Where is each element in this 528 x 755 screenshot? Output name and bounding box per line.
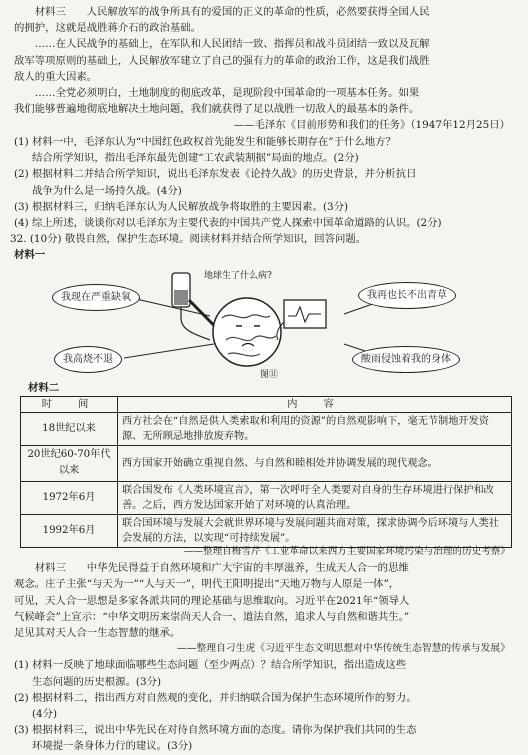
row-content: 西方国家开始确立重视自然、与自然和睦相处并协调发展的现代观念。 <box>118 446 512 481</box>
question-item: (3) 根据材料三，说出中华先民在对待自然环境方面的态度。请你为保护我们共同的生态 <box>14 724 417 737</box>
source-citation: ——整理自梅雪芹《工业革命以来西方主要国家环境污染与治理的历史考察》 <box>183 546 510 557</box>
text-line: 材料三 中华先民得益于自然环境和广大宇宙的丰厚滋养，生成天人合一的思维 <box>34 562 409 575</box>
speech-bubble-fever: 我高烧不退 <box>54 346 122 373</box>
row-time: 18世纪以来 <box>21 413 118 446</box>
row-time: 1972年6月 <box>21 481 118 514</box>
sick-earth-figure <box>14 270 516 382</box>
table-row <box>21 481 512 514</box>
material-1-label: 材料一 <box>14 249 46 262</box>
question-item-cont: 战争为什么是一场持久战。(4分) <box>32 184 182 197</box>
question-item: (3) 根据材料三，归纳毛泽东认为人民解放战争将取胜的主要因素。(3分) <box>14 200 349 213</box>
question-item-cont: (4分) <box>32 708 58 721</box>
header-time: 时 间 <box>21 397 118 413</box>
question-item-cont: 环境提一条身体力行的建议。(3分) <box>32 740 193 753</box>
text-line: ……在人民战争的基础上，在军队和人民团结一致、指挥员和战斗员团结一致以及瓦解 <box>34 38 430 51</box>
text-line: 材料三 人民解放军的战争所具有的爱国的正义的革命的性质，必然要获得全国人民 <box>34 6 430 18</box>
text-line: 足见其对天人合一生态智慧的继承。 <box>14 627 181 640</box>
question-item: (4) 综上所述，谈谈你对以毛泽东为主要代表的中国共产党人探索中国革命道路的认识。(2分) <box>14 217 442 230</box>
text-line: 可见，天人合一思想是多家各派共同的理论基础与思维取向。习近平在2021年“领导人 <box>14 594 410 607</box>
material-2-label: 材料二 <box>28 382 60 394</box>
material-3-harmony <box>14 544 516 755</box>
row-content: 联合国发布《人类环境宣言》，第一次呼吁全人类要对自身的生存环境进行保护和改善。之后，西方发达国家开始了对环境的认真治理。 <box>118 481 512 514</box>
table-header-row <box>21 397 512 413</box>
speech-bubble-oxygen: 我现在严重缺氧 <box>52 284 140 311</box>
material-3-mao <box>14 4 516 134</box>
text-line: ……全党必须明白，土地制度的彻底改革，是现阶段中国革命的一项基本任务。如果 <box>34 87 420 100</box>
text-line: 我们能够普遍地彻底地解决土地问题，我们就获得了足以战胜一切敌人的最基本的条件。 <box>14 103 420 116</box>
text-line: 的拥护，这就是战胜蒋介石的政治基础。 <box>14 22 202 35</box>
question-item: (2) 根据材料二并结合所学知识，说出毛泽东发表《论持久战》的历史背景，并分析抗日 <box>14 168 417 181</box>
table-row <box>21 413 512 446</box>
question-item: (2) 根据材料二，指出西方对自然观的变化，并归纳联合国为保护生态环境所作的努力。 <box>14 691 417 704</box>
iv-tube <box>181 307 210 340</box>
question-item: (1) 材料一反映了地球面临哪些生态问题（至少两点）？结合所学知识，指出造成这些 <box>14 659 407 672</box>
table-row <box>21 446 512 481</box>
table-row <box>21 514 512 547</box>
figure-title: 地球生了什么病? <box>204 271 272 281</box>
speech-bubble-grass: 我再也长不出青草 <box>358 282 456 309</box>
row-time: 20世纪60-70年代以来 <box>21 446 118 481</box>
row-content: 联合国环境与发展大会就世界环境与发展问题共商对策，探求协调今后环境与人类社会发展的方法，以实现“可持续发展”。 <box>118 514 512 547</box>
text-line: 敌军等项原则的基础上，人民解放军建立了自己的强有力的革命的政治工作，这是我们战胜 <box>14 54 430 67</box>
question-31-parts <box>10 134 516 264</box>
text-line: 敌人的重大因素。 <box>14 70 98 83</box>
question-item-cont: 生态问题的历史根源。(3分) <box>32 675 162 688</box>
question-32-heading: 32. (10分) 敬畏自然，保护生态环境。阅读材料并结合所学知识，回答问题。 <box>10 233 367 246</box>
iv-fluid <box>174 290 188 305</box>
row-time: 1992年6月 <box>21 514 118 547</box>
header-content: 内 容 <box>118 397 512 413</box>
figure-caption: 图⑪ <box>260 370 279 380</box>
question-item: (1) 材料一中，毛泽东认为“中国红色政权首先能发生和能够长期存在”于什么地方？ <box>14 136 396 148</box>
source-citation: ——整理自刁生虎《习近平生态文明思想对中华传统生态智慧的传承与发展》 <box>176 643 510 655</box>
material-2 <box>20 380 512 548</box>
question-item-cont: 结合所学知识，指出毛泽东最先创建“工农武装割据”局面的地点。(2分) <box>32 152 359 165</box>
material-2-table <box>20 396 512 547</box>
speech-bubble-acid-rain: 酸雨侵蚀着我的身体 <box>352 346 460 373</box>
source-citation: ——毛泽东《目前形势和我们的任务》（1947年12月25日） <box>233 119 510 132</box>
text-line: 观念。庄子主张“与天为一”“人与天一”，明代王阳明提出“天地万物与人原是一体”， <box>14 578 400 591</box>
row-content: 西方社会在“自然是供人类索取和利用的资源”的自然观影响下，毫无节制地开发资源、无所顾忌地排放废弃物。 <box>118 413 512 446</box>
text-line: 气候峰会”上宣示：“中华文明历来崇尚天人合一、道法自然，追求人与自然和谐共生。” <box>14 610 410 623</box>
